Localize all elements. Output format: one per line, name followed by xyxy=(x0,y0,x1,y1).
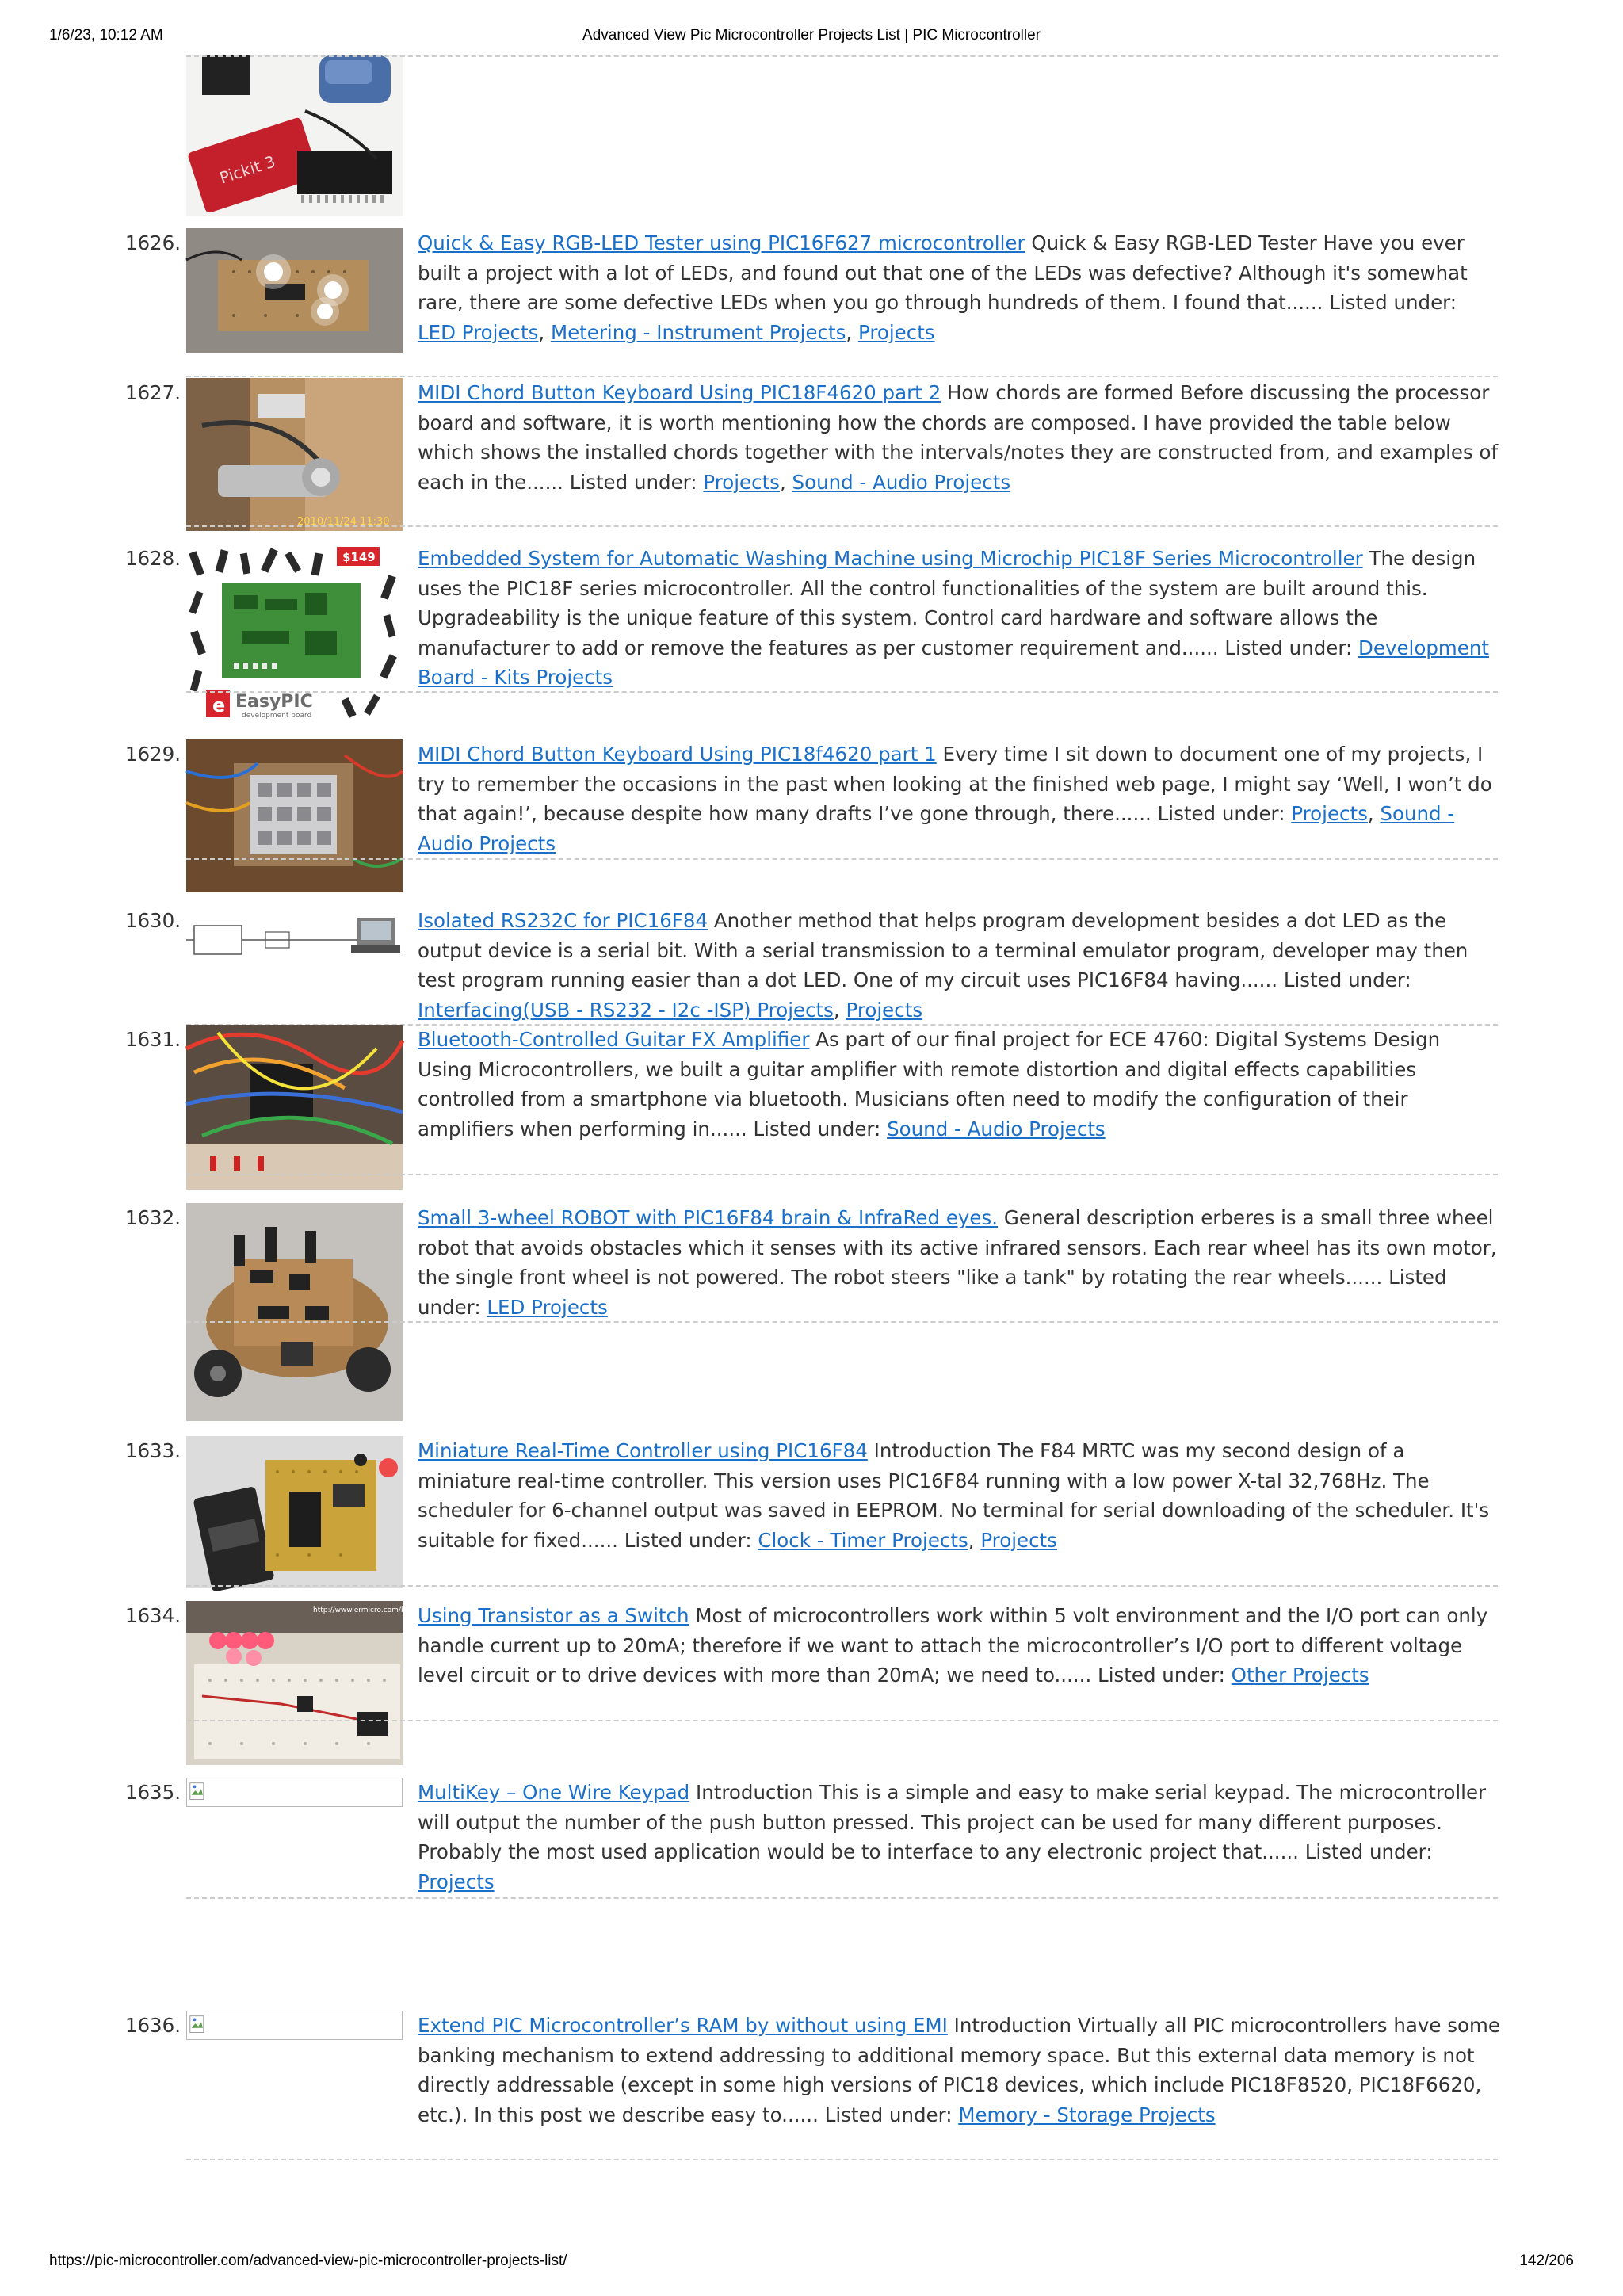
entry-text xyxy=(418,2011,1500,2130)
listed-under-label: Listed under: xyxy=(624,1528,752,1552)
entry-text: Miniature Real-Time Controller using PIC16F84 Introduction The F84 MRTC was my second design of a miniature real-time controller. This version uses PIC16F84 running with a low power X-tal 32,768Hz. The scheduler for 6-channel output was saved in EEPROM. No terminal for serial downloading of the scheduler. It's suitable for fixed...... Listed under: Clock - Timer Projects, Projects xyxy=(418,1439,1490,1552)
entry-image[interactable] xyxy=(186,228,403,353)
entry-number: 1633. xyxy=(124,1439,181,1462)
divider xyxy=(186,858,1498,860)
entry-image[interactable] xyxy=(186,378,403,531)
category-link[interactable]: Projects xyxy=(857,320,935,344)
listed-under-label: Listed under: xyxy=(569,470,697,494)
project-title-link[interactable]: MIDI Chord Button Keyboard Using PIC18F4620 part 2 xyxy=(418,381,941,404)
project-title-link[interactable]: Isolated RS232C for PIC16F84 xyxy=(418,909,708,932)
category-link[interactable]: Clock - Timer Projects xyxy=(758,1528,968,1552)
category-link[interactable]: Metering - Instrument Projects xyxy=(550,320,846,344)
entry-image[interactable] xyxy=(186,910,403,972)
url-watermark: http://www.ermicro.com/blog xyxy=(313,1606,417,1614)
divider xyxy=(186,376,1498,377)
category-link[interactable]: Sound - Audio Projects xyxy=(792,470,1011,494)
entry-image[interactable] xyxy=(186,1025,403,1190)
print-footer xyxy=(0,2252,1623,2276)
project-title-link[interactable]: Embedded System for Automatic Washing Machine using Microchip PIC18F Series Microcontroller xyxy=(418,547,1363,570)
divider xyxy=(186,2159,1498,2160)
category-link[interactable]: Other Projects xyxy=(1231,1664,1369,1687)
category-link[interactable]: Projects xyxy=(1291,802,1368,825)
print-page-title: Advanced View Pic Microcontroller Projects List | PIC Microcontroller xyxy=(582,27,1041,44)
listed-under-label: Listed under: xyxy=(1157,802,1285,825)
print-datetime: 1/6/23, 10:12 AM xyxy=(49,27,163,44)
entry-text: Isolated RS232C for PIC16F84 Another method that helps program development besides a dot LED as the output device is a serial bit. With a serial transmission to a terminal emulator program, developer may then test program running easier than a dot LED. One of my circuit uses PIC16F84 having...... Listed under: Interfacing(USB - RS232 - I2c -ISP) Projects, Projects xyxy=(418,909,1468,1022)
category-link[interactable]: Projects xyxy=(980,1528,1057,1552)
entry-number: 1635. xyxy=(124,1781,181,1804)
svg-text:e: e xyxy=(212,694,226,716)
project-title-link[interactable]: Small 3-wheel ROBOT with PIC16F84 brain & InfraRed eyes. xyxy=(418,1206,999,1229)
pickit-label: Pickit 3 xyxy=(217,151,278,188)
price-tag: $149 xyxy=(342,550,376,564)
entry-number: 1631. xyxy=(124,1028,181,1051)
photo-timestamp: 2010/11/24 11:30 xyxy=(297,516,390,528)
project-description: General description erberes is a small three wheel robot that avoids obstacles which it senses with its active infrared sensors. Each rear wheel has its own motor, the single front wheel is not powered. The robot steers "like a tank" by rotating the rear wheels...... xyxy=(418,1206,1497,1289)
entry-text: MIDI Chord Button Keyboard Using PIC18f4620 part 1 Every time I sit down to document one of my projects, I try to remember the occasions in the past when looking at the finished web page, I might say ‘Well, I won’t do that again!’, because despite how many drafts I’ve gone through, there...... Listed under: Projects, Sound - Audio Projects xyxy=(418,743,1492,855)
entry-text xyxy=(418,1025,1500,1144)
listed-under-label: Listed under: xyxy=(753,1117,881,1140)
listed-under-label: Listed under: xyxy=(824,2103,953,2126)
divider xyxy=(186,525,1498,527)
broken-image-icon[interactable] xyxy=(186,2011,403,2040)
print-url: https://pic-microcontroller.com/advanced-view-pic-microcontroller-projects-list/ xyxy=(49,2252,567,2269)
broken-image-icon[interactable] xyxy=(186,1778,403,1807)
divider xyxy=(186,1174,1498,1175)
project-description: Introduction This is a simple and easy to make serial keypad. The microcontroller will output the number of the push button pressed. This project can be used for many different purposes. Probably the most used application would be to interface to any electronic project that...... xyxy=(418,1781,1487,1863)
listed-under-label: Listed under: xyxy=(1304,1840,1433,1863)
entry-text: MIDI Chord Button Keyboard Using PIC18F4620 part 2 How chords are formed Before discussing the processor board and software, it is worth mentioning how the chords are composed. I have provided the table below which shows the installed chords together with the intervals/notes they are constructed from, and examples of each in the...... Listed under: Projects, Sound - Audio Projects xyxy=(418,381,1499,494)
entry-number: 1629. xyxy=(124,743,181,766)
entry-image[interactable] xyxy=(186,739,403,892)
listed-under-label: Listed under: xyxy=(418,1266,1447,1319)
entry-number: 1626. xyxy=(124,231,181,254)
listed-under-label: Listed under: xyxy=(1098,1664,1225,1687)
project-description: The design uses the PIC18F series microcontroller. All the control functionalities of the system are built around this. Upgradeability is the unique feature of this system. Control card hardware and software allows the manufacturer to add or remove the features as per customer requirement and...... xyxy=(418,547,1476,659)
entry-image[interactable] xyxy=(186,544,403,720)
entry-text xyxy=(418,1778,1500,1897)
project-description: How chords are formed Before discussing the processor board and software, it is worth mentioning how the chords are composed. I have provided the table below which shows the installed chords together with the intervals/notes they are constructed from, and examples of each in the...... xyxy=(418,381,1499,494)
project-title-link[interactable]: MultiKey – One Wire Keypad xyxy=(418,1781,690,1804)
category-link[interactable]: Projects xyxy=(703,470,780,494)
print-header xyxy=(0,27,1623,51)
entry-number: 1628. xyxy=(124,547,181,570)
project-description: Quick & Easy RGB-LED Tester Have you ever built a project with a lot of LEDs, and found out that one of the LEDs was defective? Although it's somewhat rare, there are some defective LEDs when you go through hundreds of them. I found that...... xyxy=(418,231,1468,314)
entry-text xyxy=(418,1203,1500,1322)
divider xyxy=(186,1897,1498,1899)
entry-number: 1627. xyxy=(124,381,181,404)
project-description: Introduction The F84 MRTC was my second design of a miniature real-time controller. This version uses PIC16F84 running with a low power X-tal 32,768Hz. The scheduler for 6-channel output was saved in EEPROM. No terminal for serial downloading of the scheduler. It's suitable for fixed...... xyxy=(418,1439,1490,1552)
project-description: Every time I sit down to document one of my projects, I try to remember the occasions in the past when looking at the finished web page, I might say ‘Well, I won’t do that again!’, because despite how many drafts I’ve gone through, there...... xyxy=(418,743,1492,825)
entry-number: 1634. xyxy=(124,1604,181,1627)
category-link[interactable]: Sound - Audio Projects xyxy=(887,1117,1106,1140)
divider xyxy=(186,691,1498,693)
divider xyxy=(186,1585,1498,1587)
entry-text xyxy=(418,544,1500,693)
divider xyxy=(186,1720,1498,1721)
easypic-subtitle: development board xyxy=(242,712,312,720)
project-description: Another method that helps program development besides a dot LED as the output device is a serial bit. With a serial transmission to a terminal emulator program, developer may then test program running easier than a dot LED. One of my circuit uses PIC16F84 having...... xyxy=(418,909,1468,991)
divider xyxy=(186,1321,1498,1323)
entry-text: Quick & Easy RGB-LED Tester using PIC16F627 microcontroller Quick & Easy RGB-LED Tester Have you ever built a project with a lot of LEDs, and found out that one of the LEDs was defective? Although it's somewhat rare, there are some defective LEDs when you go through hundreds of them. I found that...... Listed under: LED Projects, Metering - Instrument Projects, Projects xyxy=(418,231,1468,344)
listed-under-label: Listed under: xyxy=(1329,291,1457,314)
project-title-link[interactable]: Bluetooth-Controlled Guitar FX Amplifier xyxy=(418,1028,810,1051)
project-description: Most of microcontrollers work within 5 volt environment and the I/O port can only handle current up to 20mA; therefore if we want to attach the microcontroller’s I/O port to different voltage level circuit or to drive devices with more than 20mA; we need to...... xyxy=(418,1604,1488,1687)
project-description: As part of our final project for ECE 4760: Digital Systems Design Using Microcontrollers, we built a guitar amplifier with remote distortion and digital effects capabilities controlled from a smartphone via bluetooth. Musicians often need to modify the configuration of their amplifiers when performing in...... xyxy=(418,1028,1441,1140)
entry-image[interactable] xyxy=(186,1436,403,1588)
listed-under-label: Listed under: xyxy=(1283,968,1411,991)
entry-number: 1632. xyxy=(124,1206,181,1229)
category-link[interactable]: Projects xyxy=(418,1870,495,1893)
easypic-logo: EasyPIC xyxy=(235,692,313,712)
category-link[interactable]: Development Board - Kits Projects xyxy=(418,636,1489,689)
project-title-link[interactable]: MIDI Chord Button Keyboard Using PIC18f4620 part 1 xyxy=(418,743,937,766)
entry-image[interactable] xyxy=(186,1203,403,1421)
entry-number: 1630. xyxy=(124,909,181,932)
category-link[interactable]: Interfacing(USB - RS232 - I2c -ISP) Projects xyxy=(418,998,834,1022)
category-link[interactable]: Sound - Audio Projects xyxy=(418,802,1455,855)
project-title-link[interactable]: Using Transistor as a Switch xyxy=(418,1604,689,1627)
entry-text xyxy=(418,1601,1500,1690)
entry-image[interactable] xyxy=(186,1601,417,1765)
entry-number: 1636. xyxy=(124,2014,181,2037)
project-title-link[interactable]: Extend PIC Microcontroller’s RAM by without using EMI xyxy=(418,2014,948,2037)
category-link[interactable]: Projects xyxy=(846,998,923,1022)
category-link[interactable]: LED Projects xyxy=(487,1295,608,1319)
category-link[interactable]: LED Projects xyxy=(418,320,539,344)
listed-under-label: Listed under: xyxy=(1224,636,1353,659)
print-page-number: 142/206 xyxy=(1519,2252,1574,2269)
entry-image-carryover[interactable] xyxy=(186,55,403,216)
project-title-link[interactable]: Quick & Easy RGB-LED Tester using PIC16F627 microcontroller xyxy=(418,231,1025,254)
category-link[interactable]: Memory - Storage Projects xyxy=(958,2103,1216,2126)
project-title-link[interactable]: Miniature Real-Time Controller using PIC16F84 xyxy=(418,1439,868,1462)
project-description: Introduction Virtually all PIC microcontrollers have some banking mechanism to extend addressing to additional memory space. But this external data memory is not directly addressable (except in some high versions of PIC18 devices, which include PIC18F8520, PIC18F6620, etc.). In this post we describe easy to...... xyxy=(418,2014,1500,2126)
divider xyxy=(186,55,1498,57)
